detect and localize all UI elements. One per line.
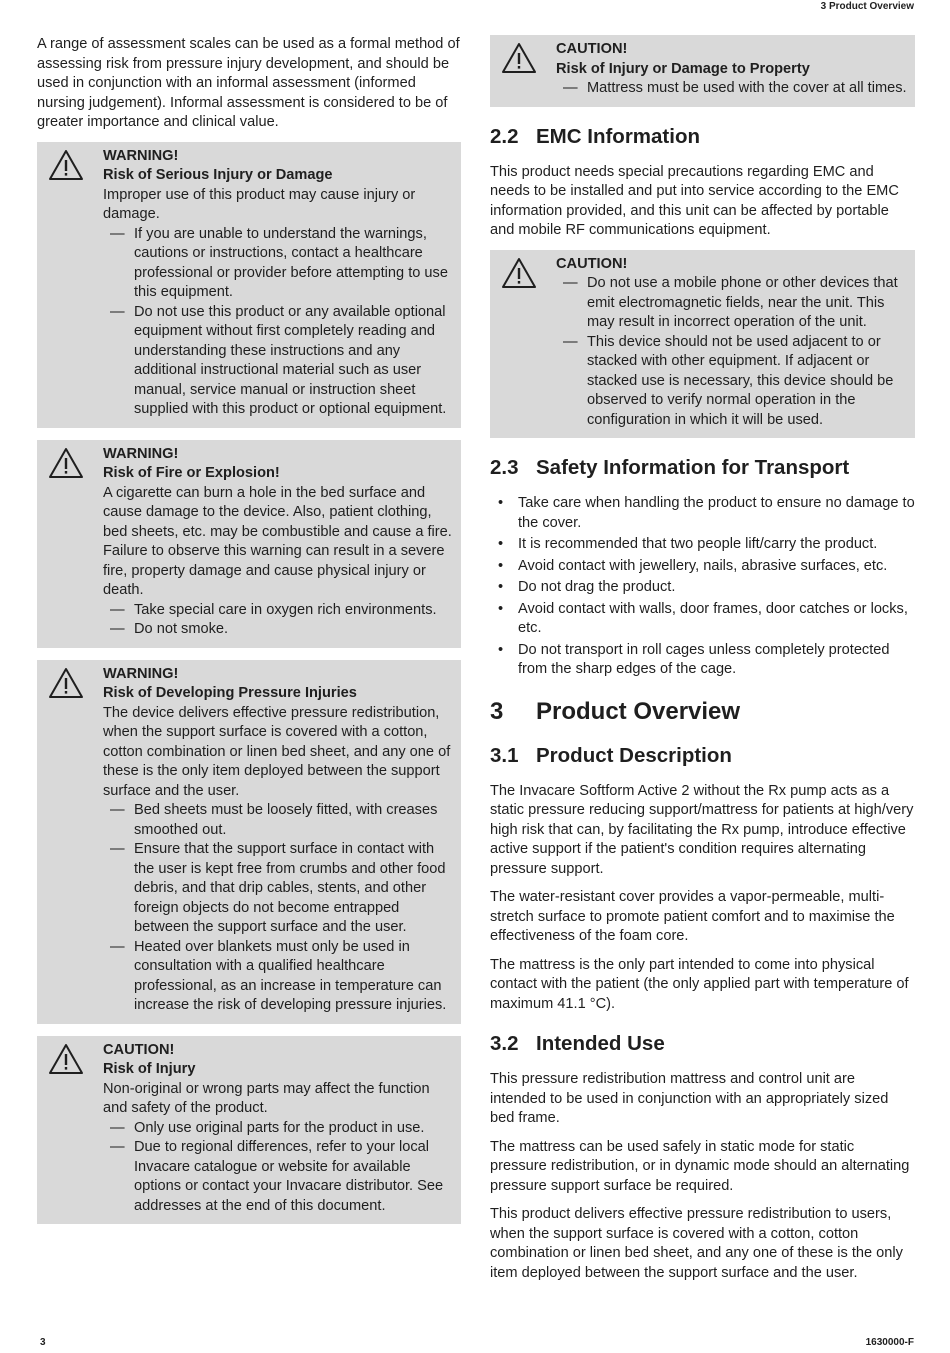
- notice-item-text: If you are unable to understand the warnings, cautions or instructions, contact a healthcare professional or provider before attempting to use this equipment.: [134, 225, 448, 300]
- notice-item: — This device should not be used adjacent to or stacked with other equipment. If adjacent or stacked use is necessary, this device should be observed to verify normal operation in the configuration in which it will be used.: [563, 333, 894, 428]
- warning-fire-explosion: [37, 440, 461, 648]
- section-title: Product Description: [536, 743, 732, 767]
- notice-risk-title: Risk of Fire or Explosion!: [103, 465, 280, 481]
- notice-signal-word: CAUTION!: [103, 1041, 175, 1058]
- intended-use-paragraph: This pressure redistribution mattress and control unit are intended to be used in conjunction with an appropriately sized bed frame.: [490, 1071, 889, 1126]
- emc-paragraph: This product needs special precautions regarding EMC and needs to be installed and put into service according to the EMC information provided, and this unit can be affected by portable and mobile RF communications equipment.: [490, 163, 899, 238]
- chapter-heading: [490, 698, 915, 726]
- chapter-number: 3: [490, 697, 504, 725]
- list-item-text: Avoid contact with walls, door frames, door catches or locks, etc.: [518, 600, 908, 636]
- notice-item: — Do not use a mobile phone or other devices that emit electromagnetic fields, near the unit. This may result in incorrect operation of the unit.: [563, 275, 898, 330]
- description-paragraph: The Invacare Softform Active 2 without the Rx pump acts as a static pressure reducing support/mattress for patients at high/very high risk that can, by facilitating the Rx pump, introduce effective active support if the patient's condition requires alternating pressure support.: [490, 782, 914, 877]
- caution-property-damage: [490, 35, 915, 107]
- notice-item: — Take special care in oxygen rich environments.: [110, 601, 437, 618]
- notice-item-text: Do not smoke.: [134, 621, 229, 637]
- caution-risk-of-injury: [37, 1036, 461, 1225]
- notice-signal-word: CAUTION!: [556, 255, 628, 272]
- section-number: 2.2: [490, 124, 519, 148]
- notice-signal-word: WARNING!: [103, 147, 179, 164]
- notice-item: — If you are unable to understand the warnings, cautions or instructions, contact a healthcare professional or provider before attempting to use this equipment.: [110, 225, 448, 300]
- notice-text: Non-original or wrong parts may affect the function and safety of the product.: [103, 1080, 430, 1116]
- notice-signal-word: WARNING!: [103, 665, 179, 682]
- notice-item-text: Due to regional differences, refer to your local Invacare catalogue or website for available options or contact your Invacare distributor. See addresses at the end of this document.: [134, 1139, 444, 1214]
- warning-triangle-icon: [48, 667, 84, 699]
- left-column: [37, 35, 461, 1236]
- description-paragraph: The mattress is the only part intended to come into physical contact with the patient (the only applied part with temperature of maximum 41.1 °C).: [490, 956, 909, 1012]
- section-heading-description: [490, 744, 915, 768]
- notice-item-text: This device should not be used adjacent to or stacked with other equipment. If adjacent or stacked use is necessary, this device should be observed to verify normal operation in the configuration in which it will be used.: [587, 333, 894, 428]
- running-header: 3 Product Overview: [820, 1, 914, 12]
- notice-item: — Do not use this product or any available optional equipment without first completely reading and understanding these instructions and any additional instructional material such as user manual, service manual or instruction sheet supplied with this product or optional equipment.: [110, 303, 447, 417]
- notice-item: — Heated over blankets must only be used in consultation with a qualified healthcare professional, as an increase in temperature can increase the risk of developing pressure injuries.: [110, 938, 447, 1013]
- notice-item: — Ensure that the support surface in contact with the user is kept free from crumbs and other food debris, and that drip cables, stents, and other foreign objects do not become entrapped between the support surface and the user.: [110, 841, 446, 935]
- notice-text: A cigarette can burn a hole in the bed surface and cause damage to the device. Also, patient clothing, bed sheets, etc. may be combustible and cause a fire. Failure to observe this warning can result in a severe fire, property damage and cause physical injury or death.: [103, 484, 452, 598]
- warning-triangle-icon: [48, 447, 84, 479]
- notice-risk-title: Risk of Serious Injury or Damage: [103, 167, 333, 183]
- notice-item-text: Do not use this product or any available optional equipment without first completely reading and understanding these instructions and any additional instructional material such as user manual, service manual or instruction sheet supplied with this product or optional equipment.: [134, 303, 447, 417]
- list-item: • Take care when handling the product to ensure no damage to the cover.: [498, 495, 915, 531]
- warning-triangle-icon: [48, 149, 84, 181]
- notice-item-text: Ensure that the support surface in contact with the user is kept free from crumbs and other food debris, and that drip cables, stents, and other foreign objects do not become entrapped between the support surface and the user.: [134, 841, 446, 935]
- list-item-text: Do not drag the product.: [518, 579, 676, 595]
- notice-item: — Bed sheets must be loosely fitted, with creases smoothed out.: [110, 802, 438, 838]
- intended-use-paragraph: The mattress can be used safely in static mode for static pressure redistribution, or in dynamic mode should an alternating pressure support surface be required.: [490, 1138, 910, 1194]
- section-heading-transport: [490, 456, 915, 480]
- transport-list: [490, 494, 915, 680]
- notice-item-text: Mattress must be used with the cover at all times.: [587, 80, 907, 96]
- section-heading-intended-use: [490, 1032, 915, 1056]
- chapter-title: Product Overview: [536, 697, 741, 725]
- notice-item-text: Take special care in oxygen rich environments.: [134, 601, 437, 618]
- list-item-text: Avoid contact with jewellery, nails, abrasive surfaces, etc.: [518, 557, 888, 574]
- section-heading-emc: [490, 125, 915, 149]
- section-number: 3.1: [490, 743, 519, 767]
- warning-triangle-icon: [501, 42, 537, 74]
- section-title: Intended Use: [536, 1032, 665, 1055]
- notice-text: Improper use of this product may cause injury or damage.: [103, 186, 416, 222]
- notice-signal-word: WARNING!: [103, 445, 179, 462]
- notice-risk-title: Risk of Injury or Damage to Property: [556, 60, 810, 77]
- notice-item: — Due to regional differences, refer to your local Invacare catalogue or website for available options or contact your Invacare distributor. See addresses at the end of this document.: [110, 1139, 444, 1214]
- caution-emc: [490, 250, 915, 439]
- list-item: • It is recommended that two people lift/carry the product.: [498, 536, 878, 552]
- notice-risk-title: Risk of Developing Pressure Injuries: [103, 685, 357, 701]
- list-item: • Avoid contact with walls, door frames, door catches or locks, etc.: [498, 600, 908, 636]
- page-number: 3: [40, 1337, 46, 1348]
- notice-item-text: Only use original parts for the product in use.: [134, 1119, 425, 1136]
- notice-item: — Do not smoke.: [110, 621, 229, 637]
- warning-pressure-injuries: [37, 660, 461, 1024]
- notice-item: — Only use original parts for the product in use.: [110, 1119, 425, 1136]
- notice-item-text: Bed sheets must be loosely fitted, with creases smoothed out.: [134, 802, 438, 838]
- notice-text: The device delivers effective pressure redistribution, when the support surface is covered with a cotton, cotton combination or linen bed sheet, and any one of these is the only item deployed between the support surface and the user.: [103, 704, 451, 799]
- notice-item: — Mattress must be used with the cover at all times.: [563, 80, 907, 96]
- right-column: [490, 35, 915, 1292]
- list-item-text: Take care when handling the product to ensure no damage to the cover.: [518, 495, 915, 531]
- notice-signal-word: CAUTION!: [556, 41, 628, 57]
- notice-item-text: Heated over blankets must only be used in consultation with a qualified healthcare professional, as an increase in temperature can increase the risk of developing pressure injuries.: [134, 938, 447, 1013]
- section-title: Safety Information for Transport: [536, 456, 850, 479]
- document-number: 1630000-F: [865, 1337, 914, 1348]
- section-title: EMC Information: [536, 124, 700, 148]
- warning-triangle-icon: [501, 257, 537, 289]
- warning-triangle-icon: [48, 1043, 84, 1075]
- intended-use-paragraph: This product delivers effective pressure redistribution to users, when the support surface is covered with a cotton, cotton combination or linen bed sheet, and any one of these is the only item deployed between the support surface and the user.: [490, 1206, 903, 1281]
- notice-risk-title: Risk of Injury: [103, 1061, 196, 1077]
- list-item-text: It is recommended that two people lift/carry the product.: [518, 536, 878, 552]
- intro-paragraph: A range of assessment scales can be used as a formal method of assessing risk from pressure injury development, and should be used in conjunction with an informal assessment (informed nursing judgement). Informal assessment is considered to be of greater importance and clinical value.: [37, 36, 460, 130]
- list-item: • Do not transport in roll cages unless completely protected from the sharp edges of the cage.: [498, 641, 890, 677]
- description-paragraph: The water-resistant cover provides a vapor-permeable, multi-stretch surface to promote patient comfort and to maximise the effectiveness of the foam core.: [490, 889, 895, 944]
- list-item: • Do not drag the product.: [498, 579, 676, 595]
- notice-item-text: Do not use a mobile phone or other devices that emit electromagnetic fields, near the unit. This may result in incorrect operation of the unit.: [587, 275, 898, 330]
- section-number: 3.2: [490, 1032, 519, 1055]
- warning-serious-injury: [37, 142, 461, 428]
- section-number: 2.3: [490, 456, 519, 479]
- list-item-text: Do not transport in roll cages unless completely protected from the sharp edges of the cage.: [518, 641, 890, 677]
- list-item: • Avoid contact with jewellery, nails, abrasive surfaces, etc.: [498, 557, 888, 574]
